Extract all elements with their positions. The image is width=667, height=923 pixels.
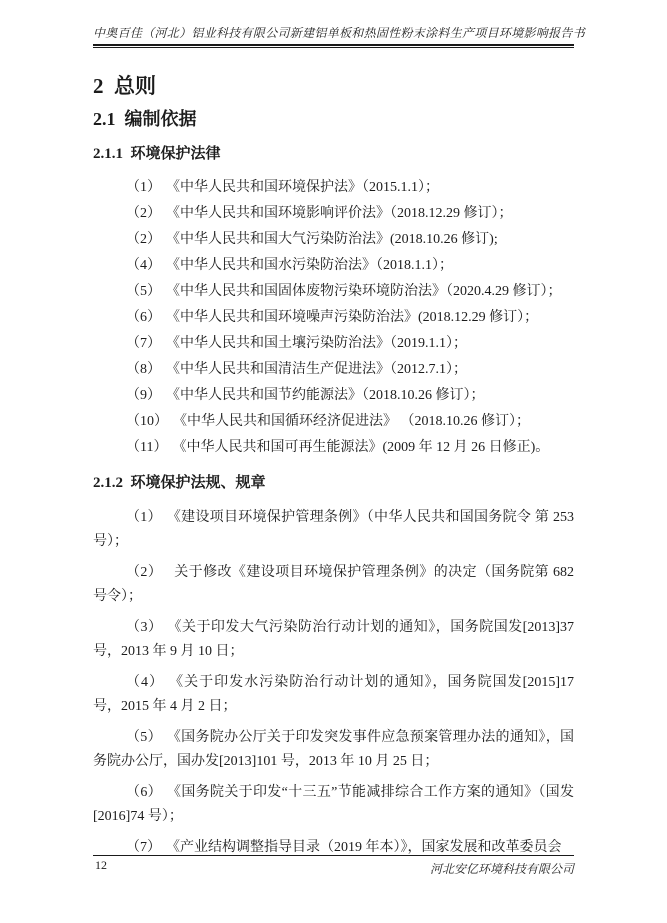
item-number: （6）: [126, 785, 162, 800]
item-number: （1）: [126, 510, 162, 525]
list-item: [93, 175, 574, 201]
chapter-heading: 2 总则: [93, 74, 156, 98]
law-list: [93, 175, 574, 461]
item-text: 《中华人民共和国土壤污染防治法》（2019.1.1）；: [173, 336, 467, 351]
list-item: [93, 506, 574, 554]
subsection-heading-laws: 2.1.1 环境保护法律: [93, 146, 221, 162]
item-text: 《国务院办公厅关于印发突发事件应急预案管理办法的通知》，国务院办公厅，国办发[2013]101 号，2013 年 10 月 25 日；: [93, 730, 575, 769]
list-item: [93, 409, 574, 435]
item-text: 《关于印发水污染防治行动计划的通知》，国务院国发[2015]17 号，2015 年 4 月 2 日；: [93, 675, 574, 714]
item-number: （7）: [126, 336, 161, 351]
list-item: [93, 357, 574, 383]
list-item: [93, 671, 574, 719]
item-number: （9）: [126, 388, 161, 403]
footer-rule: [93, 855, 574, 856]
item-text: 《中华人民共和国清洁生产促进法》（2012.7.1）；: [173, 362, 467, 377]
page-number: 12: [95, 858, 107, 872]
item-text: 《中华人民共和国可再生能源法》(2009 年 12 月 26 日修正)。: [179, 440, 550, 455]
item-text: 《关于印发大气污染防治行动计划的通知》，国务院国发[2013]37 号，2013 年 9 月 10 日；: [93, 620, 574, 659]
item-number: （2）: [126, 206, 161, 221]
item-text: 《中华人民共和国节约能源法》（2018.10.26 修订）；: [173, 388, 485, 403]
header-rule: [93, 44, 574, 48]
item-number: （6）: [126, 310, 161, 325]
list-item: [93, 201, 574, 227]
item-number: （2）: [126, 565, 163, 580]
item-number: （4）: [126, 258, 161, 273]
list-item: [93, 227, 574, 253]
item-number: （7）: [126, 840, 161, 855]
page-body: [93, 68, 574, 867]
item-text: 《中华人民共和国水污染防治法》（2018.1.1）；: [173, 258, 453, 273]
item-number: （3）: [126, 620, 163, 635]
item-text: 《国务院关于印发“十三五”节能减排综合工作方案的通知》（国发[2016]74 号）；: [93, 785, 574, 824]
list-item: [93, 279, 574, 305]
list-item: [93, 435, 574, 461]
item-text: 《中华人民共和国固体废物污染环境防治法》（2020.4.29 修订）；: [173, 284, 562, 299]
footer-company: 河北安亿环境科技有限公司: [429, 862, 574, 876]
item-text: 《产业结构调整指导目录（2019 年本）》，国家发展和改革委员会: [173, 840, 562, 855]
item-number: （10）: [126, 414, 168, 429]
item-number: （5）: [126, 730, 162, 745]
list-item: [93, 781, 574, 829]
item-text: 《中华人民共和国环境噪声污染防治法》(2018.12.29 修订）；: [173, 310, 539, 325]
item-text: 关于修改《建设项目环境保护管理条例》的决定（国务院第 682 号令）；: [93, 565, 574, 604]
item-text: 《中华人民共和国大气污染防治法》(2018.10.26 修订);: [173, 232, 498, 247]
list-item: [93, 726, 574, 774]
list-item: [93, 616, 574, 664]
item-number: （1）: [126, 180, 161, 195]
list-item: [93, 331, 574, 357]
item-text: 《中华人民共和国环境影响评价法》（2018.12.29 修订）；: [173, 206, 513, 221]
item-number: （5）: [126, 284, 161, 299]
list-item: [93, 253, 574, 279]
item-text: 《中华人民共和国循环经济促进法》 （2018.10.26 修订）；: [180, 414, 530, 429]
subsection-heading-regulations: 2.1.2 环境保护法规、规章: [93, 475, 266, 491]
page-header-title: 中奥百佳（河北）铝业科技有限公司新建铝单板和热固性粉末涂料生产项目环境影响报告书: [93, 26, 586, 40]
regulation-list: [93, 506, 574, 860]
item-number: （2）: [126, 232, 161, 247]
item-text: 《中华人民共和国环境保护法》（2015.1.1）；: [173, 180, 439, 195]
item-number: （11）: [126, 440, 168, 455]
item-text: 《建设项目环境保护管理条例》（中华人民共和国国务院令 第 253 号）；: [93, 510, 574, 549]
list-item: [93, 836, 574, 860]
list-item: [93, 383, 574, 409]
item-number: （4）: [126, 675, 165, 690]
list-item: [93, 561, 574, 609]
list-item: [93, 305, 574, 331]
item-number: （8）: [126, 362, 161, 377]
section-heading: 2.1 编制依据: [93, 109, 197, 129]
